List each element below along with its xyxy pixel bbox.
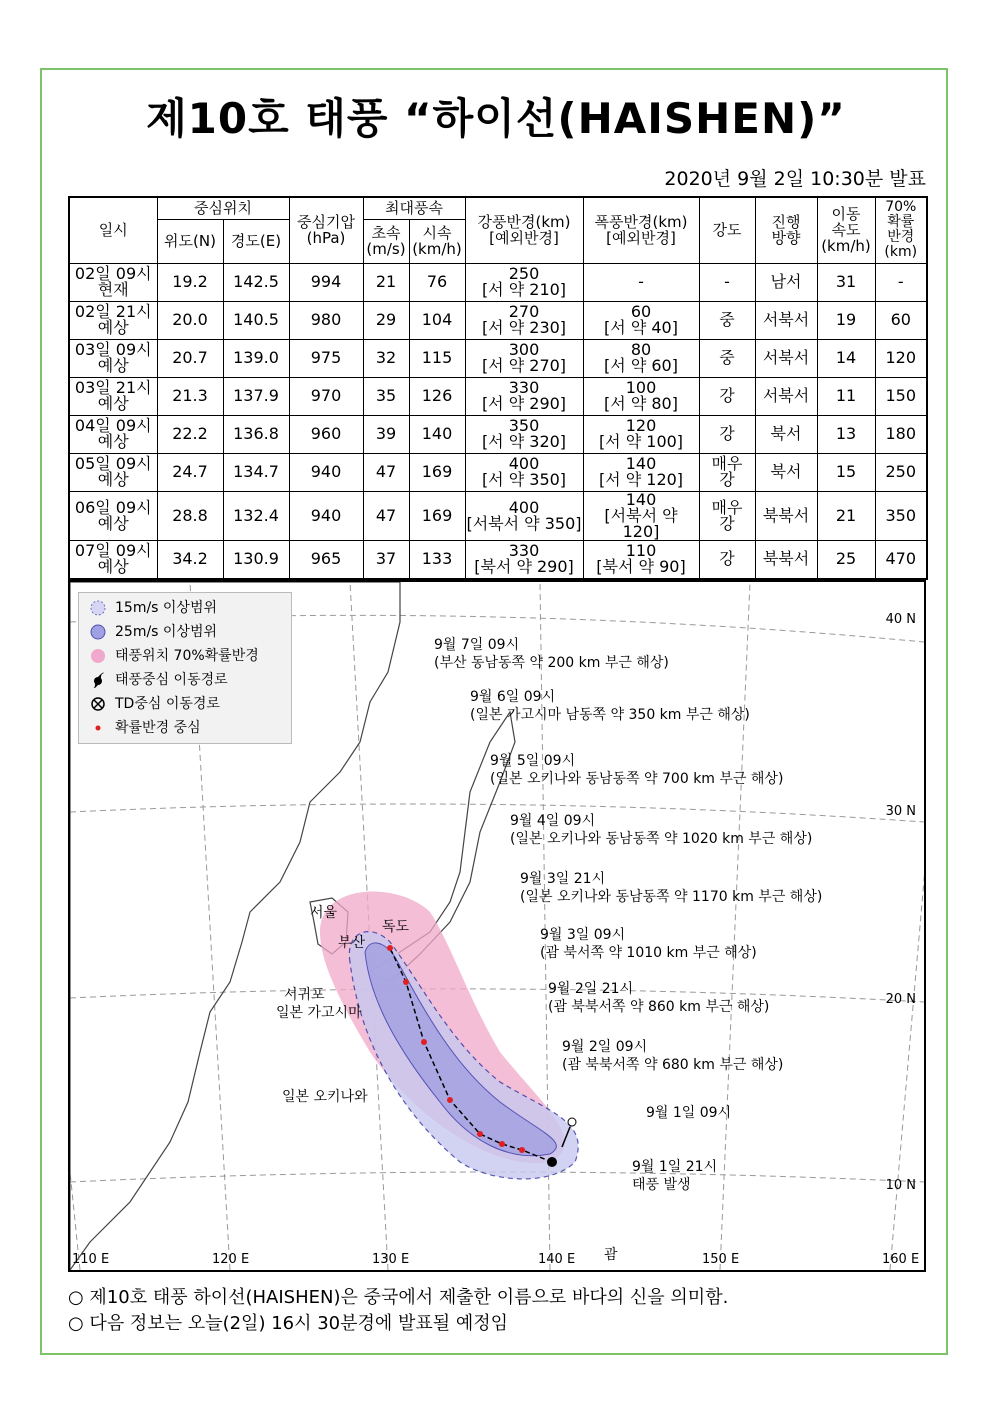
wind-ms-cell: 35	[363, 377, 409, 415]
pressure-cell: 940	[289, 453, 363, 491]
track-annotation: 9월 2일 09시 (괌 북북서쪽 약 680 km 부근 해상)	[562, 1039, 784, 1073]
note-line: ○ 제10호 태풍 하이선(HAISHEN)은 중국에서 제출한 이름으로 바다의 신을 의미함.	[68, 1287, 729, 1308]
time-cell: 02일 21시 예상	[69, 301, 157, 339]
header-pressure: 중심기압 (hPa)	[289, 197, 363, 263]
speed-cell: 11	[817, 377, 875, 415]
intensity-cell: 매우 강	[699, 453, 755, 491]
pink-circle-icon	[89, 648, 107, 664]
light-blue-circle-icon	[89, 600, 107, 616]
table-row	[69, 339, 927, 377]
typhoon-track-map	[68, 580, 926, 1272]
lat-cell: 34.2	[157, 540, 223, 579]
table-row	[69, 263, 927, 301]
header-datetime: 일시	[69, 197, 157, 263]
wind-ms-cell: 32	[363, 339, 409, 377]
storm-radius-cell: 100 [서 약 80]	[583, 377, 699, 415]
lat-cell: 28.8	[157, 491, 223, 540]
probability-center-dot	[499, 1141, 505, 1147]
time-cell: 03일 21시 예상	[69, 377, 157, 415]
track-annotation: 9월 1일 09시	[646, 1105, 732, 1121]
pressure-cell: 970	[289, 377, 363, 415]
strong-radius-cell: 330 [서 약 290]	[465, 377, 583, 415]
lat-cell: 21.3	[157, 377, 223, 415]
lat-label: 20 N	[885, 992, 916, 1007]
direction-cell: 북서	[755, 415, 817, 453]
header-speed: 이동 속도 (km/h)	[817, 197, 875, 263]
place-okinawa: 일본 오키나와	[282, 1089, 368, 1105]
intensity-cell: 강	[699, 377, 755, 415]
lon-cell: 140.5	[223, 301, 289, 339]
time-cell: 07일 09시 예상	[69, 540, 157, 579]
wind-kmh-cell: 76	[409, 263, 465, 301]
page-title: 제10호 태풍 “하이선(HAISHEN)”	[146, 94, 846, 143]
speed-cell: 19	[817, 301, 875, 339]
speed-cell: 14	[817, 339, 875, 377]
probability-center-dot	[477, 1131, 483, 1137]
pressure-cell: 975	[289, 339, 363, 377]
lon-label: 110 E	[72, 1252, 110, 1267]
track-annotation: 9월 7일 09시 (부산 동남동쪽 약 200 km 부근 해상)	[434, 637, 669, 671]
probability-center-dot	[387, 945, 393, 951]
direction-cell: 서북서	[755, 377, 817, 415]
wind-kmh-cell: 104	[409, 301, 465, 339]
lat-cell: 20.0	[157, 301, 223, 339]
typhoon-symbol-icon	[89, 672, 107, 688]
prob-radius-cell: 150	[875, 377, 927, 415]
wind-kmh-cell: 169	[409, 491, 465, 540]
header-storm-radius: 폭풍반경(km) [예외반경]	[583, 197, 699, 263]
table-row	[69, 453, 927, 491]
probability-center-dot	[447, 1097, 453, 1103]
track-annotation: 9월 2일 21시 (괌 북북서쪽 약 860 km 부근 해상)	[548, 981, 770, 1015]
pressure-cell: 960	[289, 415, 363, 453]
lon-cell: 130.9	[223, 540, 289, 579]
time-cell: 06일 09시 예상	[69, 491, 157, 540]
direction-cell: 서북서	[755, 301, 817, 339]
lat-label: 30 N	[885, 804, 916, 819]
wind-kmh-cell: 126	[409, 377, 465, 415]
longitude-line	[890, 582, 924, 1270]
intensity-cell: 중	[699, 301, 755, 339]
wind-ms-cell: 21	[363, 263, 409, 301]
lat-label: 40 N	[885, 612, 916, 627]
strong-radius-cell: 350 [서 약 320]	[465, 415, 583, 453]
storm-radius-cell: 120 [서 약 100]	[583, 415, 699, 453]
prob-radius-cell: 250	[875, 453, 927, 491]
pressure-cell: 994	[289, 263, 363, 301]
prob-radius-cell: 350	[875, 491, 927, 540]
header-direction: 진행 방향	[755, 197, 817, 263]
header-lat: 위도(N)	[157, 219, 223, 263]
header-kmh: 시속 (km/h)	[409, 219, 465, 263]
lon-label: 130 E	[372, 1252, 410, 1267]
header-strong-radius: 강풍반경(km) [예외반경]	[465, 197, 583, 263]
blue-circle-icon	[89, 624, 107, 640]
intensity-cell: 중	[699, 339, 755, 377]
header-intensity: 강도	[699, 197, 755, 263]
lat-label: 10 N	[885, 1178, 916, 1193]
lon-cell: 142.5	[223, 263, 289, 301]
header-center: 중심위치	[157, 197, 289, 219]
storm-radius-cell: 60 [서 약 40]	[583, 301, 699, 339]
prob-radius-cell: 180	[875, 415, 927, 453]
intensity-cell: -	[699, 263, 755, 301]
storm-radius-cell: -	[583, 263, 699, 301]
table-row	[69, 301, 927, 339]
issued-time: 2020년 9월 2일 10:30분 발표	[664, 168, 926, 190]
speed-cell: 15	[817, 453, 875, 491]
storm-radius-cell: 140 [서 약 120]	[583, 453, 699, 491]
lon-cell: 132.4	[223, 491, 289, 540]
lat-cell: 22.2	[157, 415, 223, 453]
lon-cell: 134.7	[223, 453, 289, 491]
pressure-cell: 965	[289, 540, 363, 579]
place-seogwipo: 서귀포	[284, 987, 325, 1003]
wind-ms-cell: 29	[363, 301, 409, 339]
pressure-cell: 940	[289, 491, 363, 540]
time-cell: 02일 09시 현재	[69, 263, 157, 301]
forecast-table	[68, 196, 928, 580]
speed-cell: 21	[817, 491, 875, 540]
direction-cell: 남서	[755, 263, 817, 301]
track-annotation: 9월 3일 09시 (괌 북서쪽 약 1010 km 부근 해상)	[540, 927, 757, 961]
strong-radius-cell: 250 [서 약 210]	[465, 263, 583, 301]
prob-radius-cell: 60	[875, 301, 927, 339]
wind-kmh-cell: 133	[409, 540, 465, 579]
wind-kmh-cell: 140	[409, 415, 465, 453]
probability-center-dot	[421, 1039, 427, 1045]
wind-ms-cell: 47	[363, 491, 409, 540]
place-seoul: 서울	[310, 905, 338, 921]
intensity-cell: 강	[699, 415, 755, 453]
place-busan: 부산	[338, 935, 366, 951]
td-cross-circle-icon	[89, 696, 107, 712]
strong-radius-cell: 270 [서 약 230]	[465, 301, 583, 339]
latitude-line	[70, 989, 924, 1002]
lat-cell: 20.7	[157, 339, 223, 377]
header-prob-radius: 70% 확률 반경 (km)	[875, 197, 927, 263]
track-annotation: 9월 4일 09시 (일본 오키나와 동남동쪽 약 1020 km 부근 해상)	[510, 813, 813, 847]
strong-radius-cell: 300 [서 약 270]	[465, 339, 583, 377]
storm-radius-cell: 110 [북서 약 90]	[583, 540, 699, 579]
track-annotation: 9월 1일 21시 태풍 발생	[632, 1159, 718, 1193]
direction-cell: 북서	[755, 453, 817, 491]
prob-radius-cell: 120	[875, 339, 927, 377]
direction-cell: 북북서	[755, 491, 817, 540]
place-guam: 괌	[604, 1247, 618, 1263]
strong-radius-cell: 400 [서 약 350]	[465, 453, 583, 491]
speed-cell: 31	[817, 263, 875, 301]
direction-cell: 북북서	[755, 540, 817, 579]
lon-label: 140 E	[538, 1252, 576, 1267]
intensity-cell: 강	[699, 540, 755, 579]
table-row	[69, 377, 927, 415]
lon-label: 120 E	[212, 1252, 250, 1267]
pressure-cell: 980	[289, 301, 363, 339]
prob-radius-cell: 470	[875, 540, 927, 579]
wind-kmh-cell: 169	[409, 453, 465, 491]
direction-cell: 서북서	[755, 339, 817, 377]
speed-cell: 25	[817, 540, 875, 579]
typhoon-center	[547, 1157, 557, 1167]
lat-cell: 24.7	[157, 453, 223, 491]
time-cell: 05일 09시 예상	[69, 453, 157, 491]
track-annotation: 9월 5일 09시 (일본 오키나와 동남동쪽 약 700 km 부근 해상)	[490, 753, 784, 787]
speed-cell: 13	[817, 415, 875, 453]
lon-label: 150 E	[702, 1252, 740, 1267]
td-center	[568, 1118, 576, 1126]
header-maxwind: 최대풍속	[363, 197, 465, 219]
table-row	[69, 415, 927, 453]
wind-kmh-cell: 115	[409, 339, 465, 377]
wind-ms-cell: 37	[363, 540, 409, 579]
place-dokdo: 독도	[382, 919, 410, 935]
lon-cell: 139.0	[223, 339, 289, 377]
lon-cell: 136.8	[223, 415, 289, 453]
table-row	[69, 540, 927, 579]
map-legend: 15m/s 이상범위 25m/s 이상범위 태풍위치 70%확률반경 태풍중심 이동경로 TD중심 이동경로 확률반경 중심	[78, 592, 292, 744]
strong-radius-cell: 400 [서북서 약 350]	[465, 491, 583, 540]
track-annotation: 9월 6일 09시 (일본 가고시마 남동쪽 약 350 km 부근 해상)	[470, 689, 750, 723]
table-row	[69, 491, 927, 540]
intensity-cell: 매우 강	[699, 491, 755, 540]
probability-center-dot	[403, 979, 409, 985]
prob-radius-cell: -	[875, 263, 927, 301]
header-ms: 초속 (m/s)	[363, 219, 409, 263]
red-dot-icon	[89, 720, 107, 736]
strong-radius-cell: 330 [북서 약 290]	[465, 540, 583, 579]
header-lon: 경도(E)	[223, 219, 289, 263]
wind-ms-cell: 39	[363, 415, 409, 453]
place-kagoshima: 일본 가고시마	[276, 1005, 362, 1021]
probability-center-dot	[519, 1147, 525, 1153]
lon-cell: 137.9	[223, 377, 289, 415]
storm-radius-cell: 80 [서 약 60]	[583, 339, 699, 377]
lat-cell: 19.2	[157, 263, 223, 301]
track-annotation: 9월 3일 21시 (일본 오키나와 동남동쪽 약 1170 km 부근 해상)	[520, 871, 823, 905]
note-line: ○ 다음 정보는 오늘(2일) 16시 30분경에 발표될 예정임	[68, 1313, 509, 1334]
storm-radius-cell: 140 [서북서 약 120]	[583, 491, 699, 540]
wind-ms-cell: 47	[363, 453, 409, 491]
time-cell: 04일 09시 예상	[69, 415, 157, 453]
time-cell: 03일 09시 예상	[69, 339, 157, 377]
lon-label: 160 E	[882, 1252, 920, 1267]
